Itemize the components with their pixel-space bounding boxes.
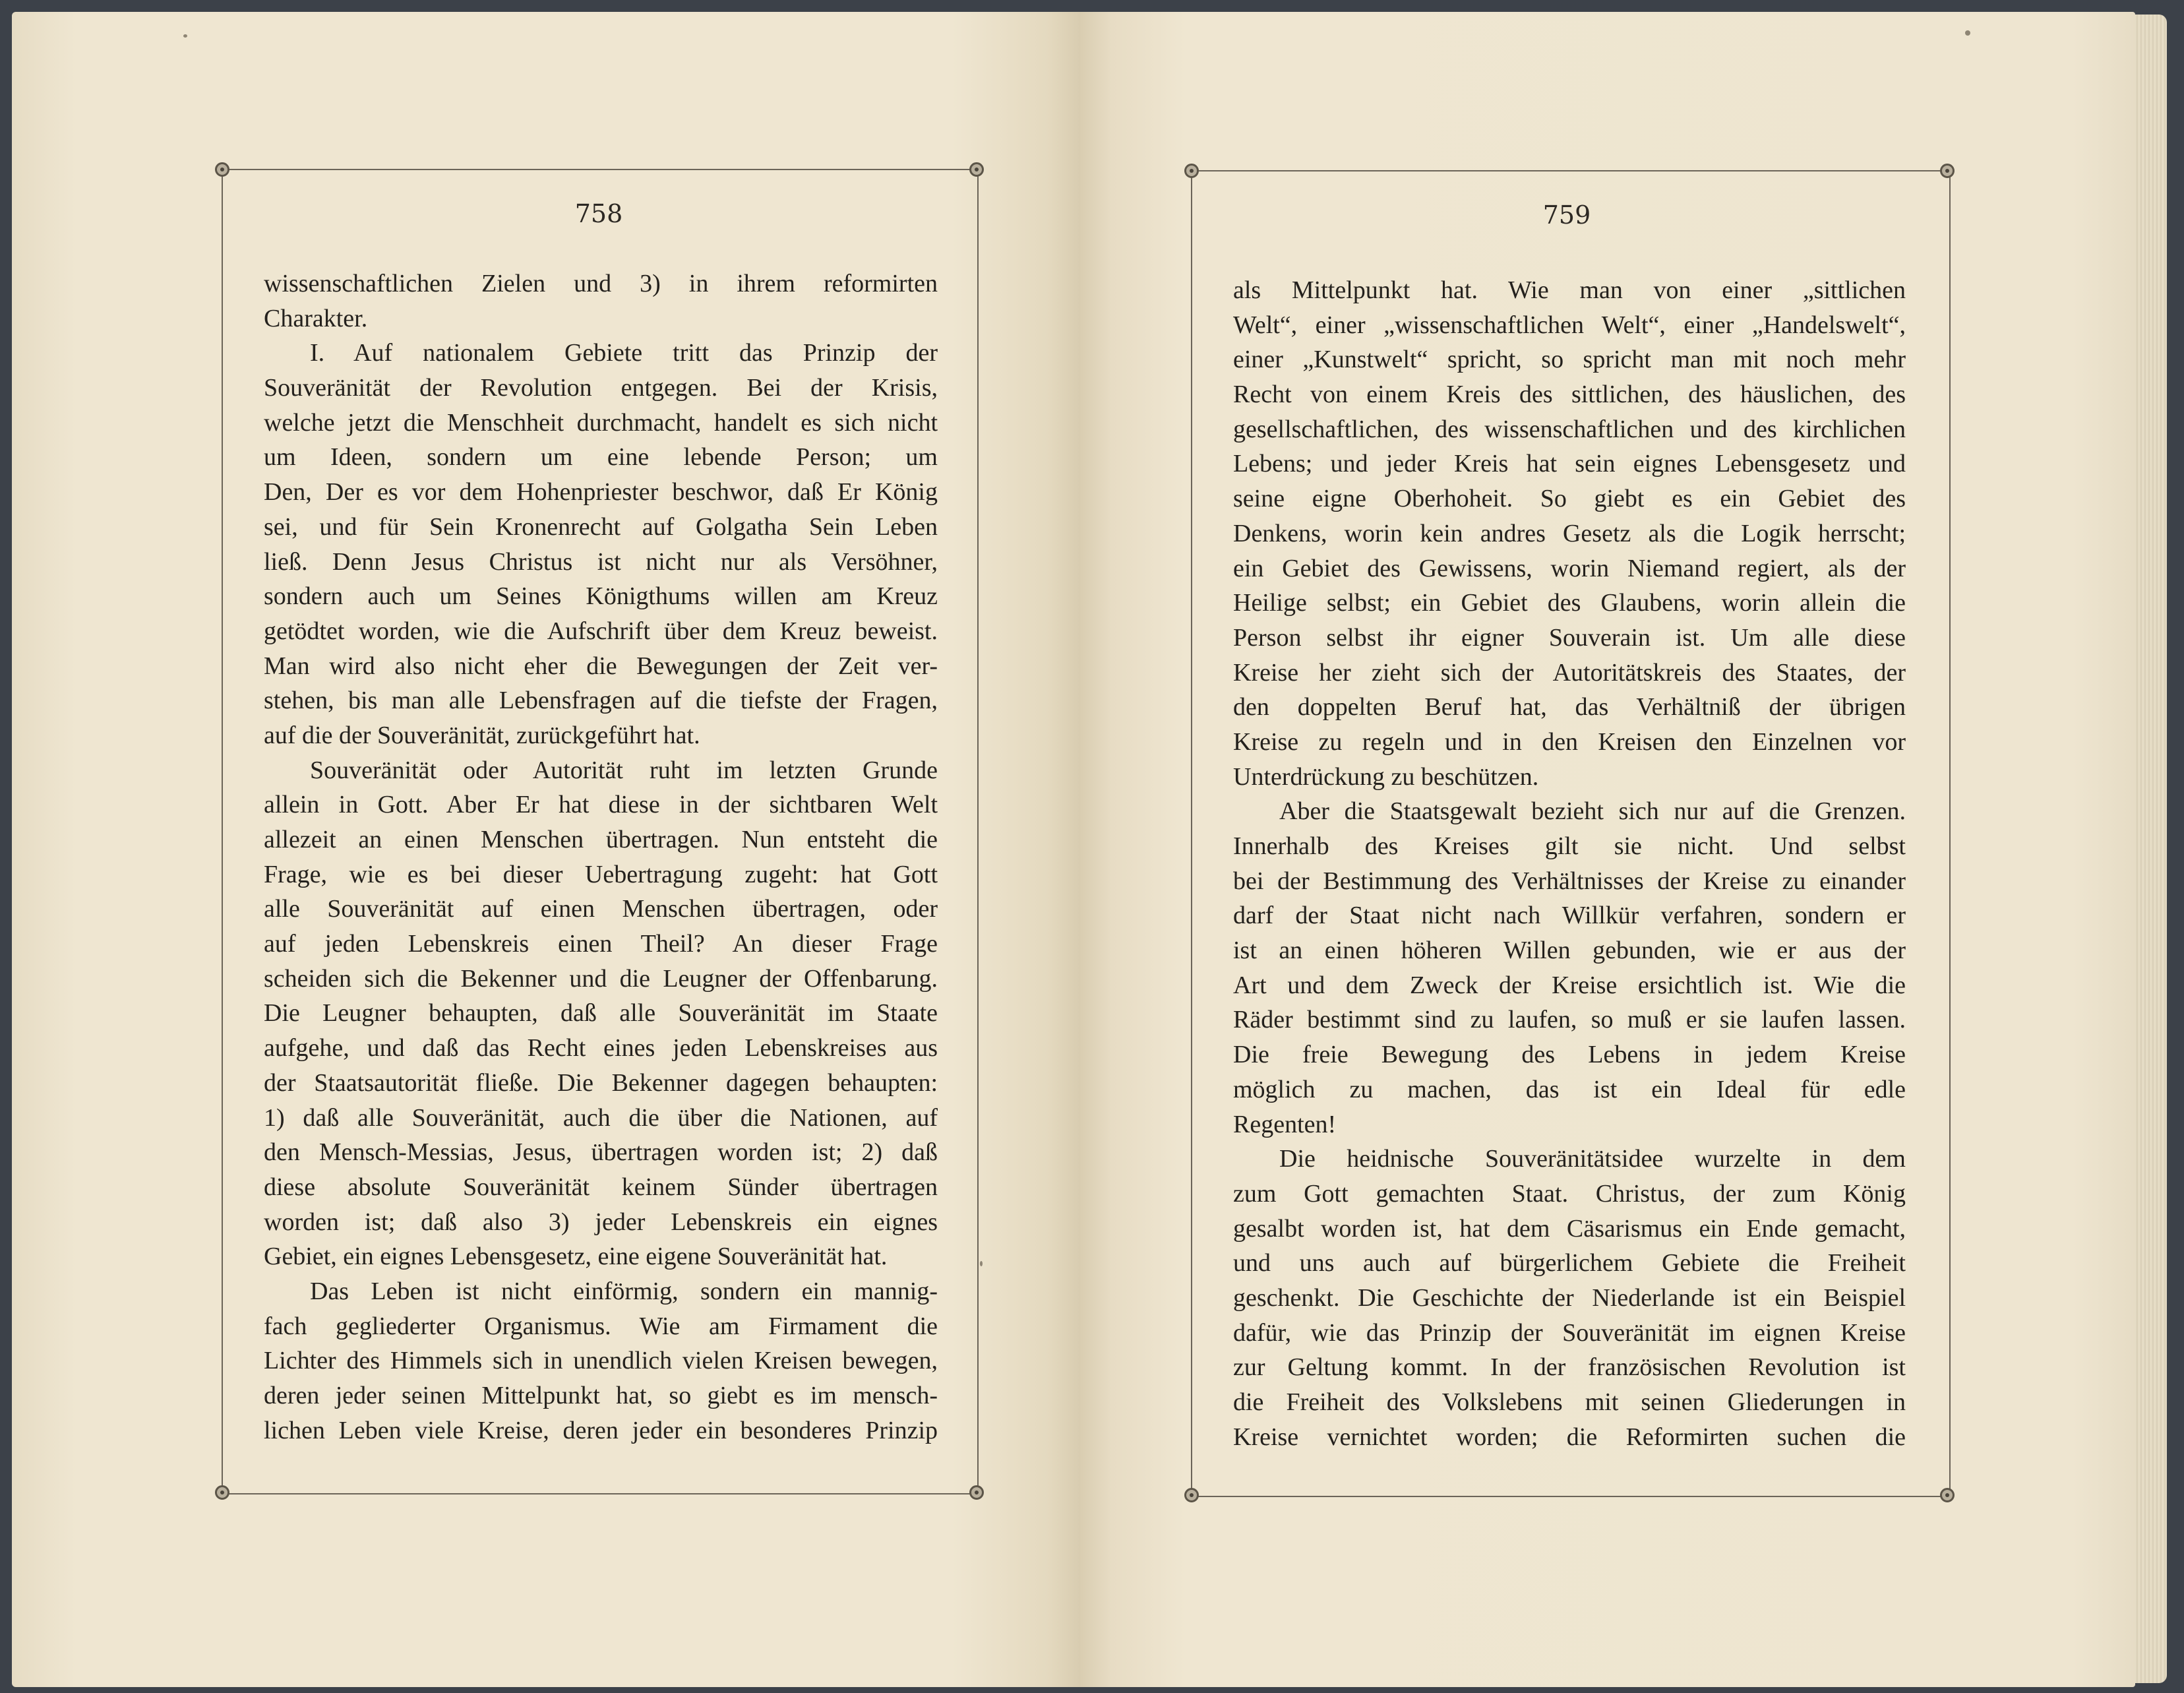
text-line: darf der Staat nicht nach Willkür verfahren, sondern er: [1233, 902, 1906, 930]
text-line: Innerhalb des Kreises gilt sie nicht. Und selbst: [1233, 832, 1906, 860]
text-line: und uns auch auf bürgerlichem Gebiete die Freiheit: [1233, 1249, 1906, 1277]
text-line: Man wird also nicht eher die Bewegungen der Zeit ver-: [264, 652, 938, 680]
text-line: Kreise vernichtet worden; die Reformirten suchen die: [1233, 1423, 1906, 1451]
text-line: Denkens, worin kein andres Gesetz als die Logik herrscht;: [1233, 519, 1906, 547]
text-line: dafür, wie das Prinzip der Souveränität im eignen Kreise: [1233, 1318, 1906, 1347]
frame-ornament-icon: [1184, 164, 1199, 178]
text-line: Die Leugner behaupten, daß alle Souveränität im Staate: [264, 999, 938, 1028]
text-line: einer „Kunstwelt“ spricht, so spricht man mit noch mehr: [1233, 346, 1906, 374]
text-line: worden ist; daß also 3) jeder Lebenskreis ein eignes: [264, 1208, 938, 1236]
text-line: möglich zu machen, das ist ein Ideal für edle: [1233, 1075, 1906, 1103]
text-line: Unterdrückung zu beschützen.: [1233, 762, 1539, 791]
text-line: Lebens; und jeder Kreis hat sein eignes Lebensgesetz und: [1233, 450, 1906, 478]
text-line: ließ. Denn Jesus Christus ist nicht nur als Versöhner,: [264, 547, 938, 576]
text-line: allein in Gott. Aber Er hat diese in der sichtbaren Welt: [264, 791, 938, 819]
text-line: als Mittelpunkt hat. Wie man von einer „sittlichen: [1233, 276, 1906, 304]
text-line: Person selbst ihr eigner Souverain ist. Um alle diese: [1233, 623, 1906, 652]
text-line: Charakter.: [264, 304, 368, 332]
text-line: ein Gebiet des Gewissens, worin Niemand regiert, als der: [1233, 554, 1906, 582]
right-page-body: [1233, 273, 1906, 1454]
text-line: Aber die Staatsgewalt bezieht sich nur auf die Grenzen.: [1279, 797, 1906, 826]
left-page-number: 758: [574, 199, 623, 228]
text-line: bei der Bestimmung des Verhältnisses der Kreise zu einander: [1233, 867, 1906, 895]
text-line: Art und dem Zweck der Kreise ersichtlich ist. Wie die: [1233, 971, 1906, 999]
text-line: Souveränität der Revolution entgegen. Bei der Krisis,: [264, 374, 938, 402]
text-line: Kreise zu regeln und in den Kreisen den Einzelnen vor: [1233, 727, 1906, 756]
text-line: sondern auch um Seines Königthums willen am Kreuz: [264, 582, 938, 611]
text-line: der Staatsautorität fließe. Die Bekenner dagegen behaupten:: [264, 1068, 938, 1097]
text-line: gesalbt worden ist, hat dem Cäsarismus ein Ende gemacht,: [1233, 1214, 1906, 1243]
text-line: Den, Der es vor dem Hohenpriester beschwor, daß Er König: [264, 478, 938, 507]
text-line: welche jetzt die Menschheit durchmacht, handelt es sich nicht: [264, 408, 938, 437]
text-line: deren jeder seinen Mittelpunkt hat, so giebt es im mensch-: [264, 1382, 938, 1409]
text-line: diese absolute Souveränität keinem Sünder übertragen: [264, 1173, 938, 1201]
text-line: stehen, bis man alle Lebensfragen auf die tiefste der Fragen,: [264, 687, 938, 715]
text-line: Das Leben ist nicht einförmig, sondern ein mannig-: [310, 1277, 938, 1305]
frame-ornament-icon: [215, 1485, 229, 1500]
text-line: zum Gott gemachten Staat. Christus, der zum König: [1233, 1179, 1906, 1208]
paper-speck: [183, 34, 187, 38]
text-line: Welt“, einer „wissenschaftlichen Welt“, einer „Handelswelt“,: [1233, 311, 1906, 339]
text-line: auf jeden Lebenskreis einen Theil? An dieser Frage: [264, 930, 938, 958]
right-page-number: 759: [1542, 200, 1591, 230]
text-line: geschenkt. Die Geschichte der Niederlande ist ein Beispiel: [1233, 1283, 1906, 1312]
text-line: alle Souveränität auf einen Menschen übertragen, oder: [264, 895, 938, 923]
frame-ornament-icon: [1940, 164, 1955, 178]
text-line: den doppelten Beruf hat, das Verhältniß der übrigen: [1233, 693, 1906, 722]
paper-speck: [1965, 30, 1970, 36]
text-line: aufgehe, und daß das Recht eines jeden Lebenskreises aus: [264, 1034, 938, 1062]
text-line: scheiden sich die Bekenner und die Leugner der Offenbarung.: [264, 964, 938, 993]
page-edges: [2135, 15, 2167, 1683]
text-line: I. Auf nationalem Gebiete tritt das Prinzip der: [310, 339, 938, 367]
text-line: Gebiet, ein eignes Lebensgesetz, eine eigene Souveränität hat.: [264, 1243, 888, 1271]
text-line: Räder bestimmt sind zu laufen, so muß er sie laufen lassen.: [1233, 1006, 1906, 1034]
frame-ornament-icon: [969, 162, 984, 177]
text-line: Regenten!: [1233, 1110, 1337, 1138]
text-line: gesellschaftlichen, des wissenschaftlichen und des kirchlichen: [1233, 415, 1906, 443]
text-line: Frage, wie es bei dieser Uebertragung zugeht: hat Gott: [264, 860, 938, 888]
text-line: den Mensch-Messias, Jesus, übertragen worden ist; 2) daß: [264, 1138, 938, 1167]
text-line: zur Geltung kommt. In der französischen Revolution ist: [1233, 1353, 1906, 1382]
text-line: sei, und für Sein Kronenrecht auf Golgatha Sein Leben: [264, 512, 938, 541]
frame-ornament-icon: [215, 162, 229, 177]
frame-ornament-icon: [1184, 1488, 1199, 1502]
frame-ornament-icon: [1940, 1488, 1955, 1502]
text-line: 1) daß alle Souveränität, auch die über die Nationen, auf: [264, 1103, 938, 1132]
text-line: Heilige selbst; ein Gebiet des Glaubens, worin allein die: [1233, 589, 1906, 617]
frame-ornament-icon: [969, 1485, 984, 1500]
left-page-body: [264, 266, 938, 1448]
text-line: Die freie Bewegung des Lebens in jedem Kreise: [1233, 1041, 1906, 1069]
text-line: fach gegliederter Organismus. Wie am Firmament die: [264, 1312, 938, 1340]
text-line: Lichter des Himmels sich in unendlich vielen Kreisen bewegen,: [264, 1347, 938, 1375]
text-line: auf die der Souveränität, zurückgeführt hat.: [264, 721, 700, 749]
text-line: wissenschaftlichen Zielen und 3) in ihrem reformirten: [264, 270, 938, 297]
text-line: die Freiheit des Volkslebens mit seinen Gliederungen in: [1233, 1388, 1906, 1416]
text-line: Die heidnische Souveränitätsidee wurzelte in dem: [1279, 1145, 1906, 1173]
text-line: Souveränität oder Autorität ruht im letzten Grunde: [310, 756, 938, 784]
text-line: Kreise her zieht sich der Autoritätskreis des Staates, der: [1233, 658, 1906, 687]
text-line: getödtet worden, wie die Aufschrift über dem Kreuz beweist.: [264, 617, 938, 645]
text-line: ist an einen höheren Willen gebunden, wie er aus der: [1233, 937, 1906, 965]
paper-speck: [980, 1261, 983, 1266]
text-line: um Ideen, sondern um eine lebende Person; um: [264, 443, 938, 472]
text-line: lichen Leben viele Kreise, deren jeder ein besonderes Prinzip: [264, 1416, 938, 1444]
text-line: allezeit an einen Menschen übertragen. Nun entsteht die: [264, 826, 938, 853]
text-line: Recht von einem Kreis des sittlichen, des häuslichen, des: [1233, 381, 1906, 409]
text-line: seine eigne Oberhoheit. So giebt es ein Gebiet des: [1233, 485, 1906, 513]
